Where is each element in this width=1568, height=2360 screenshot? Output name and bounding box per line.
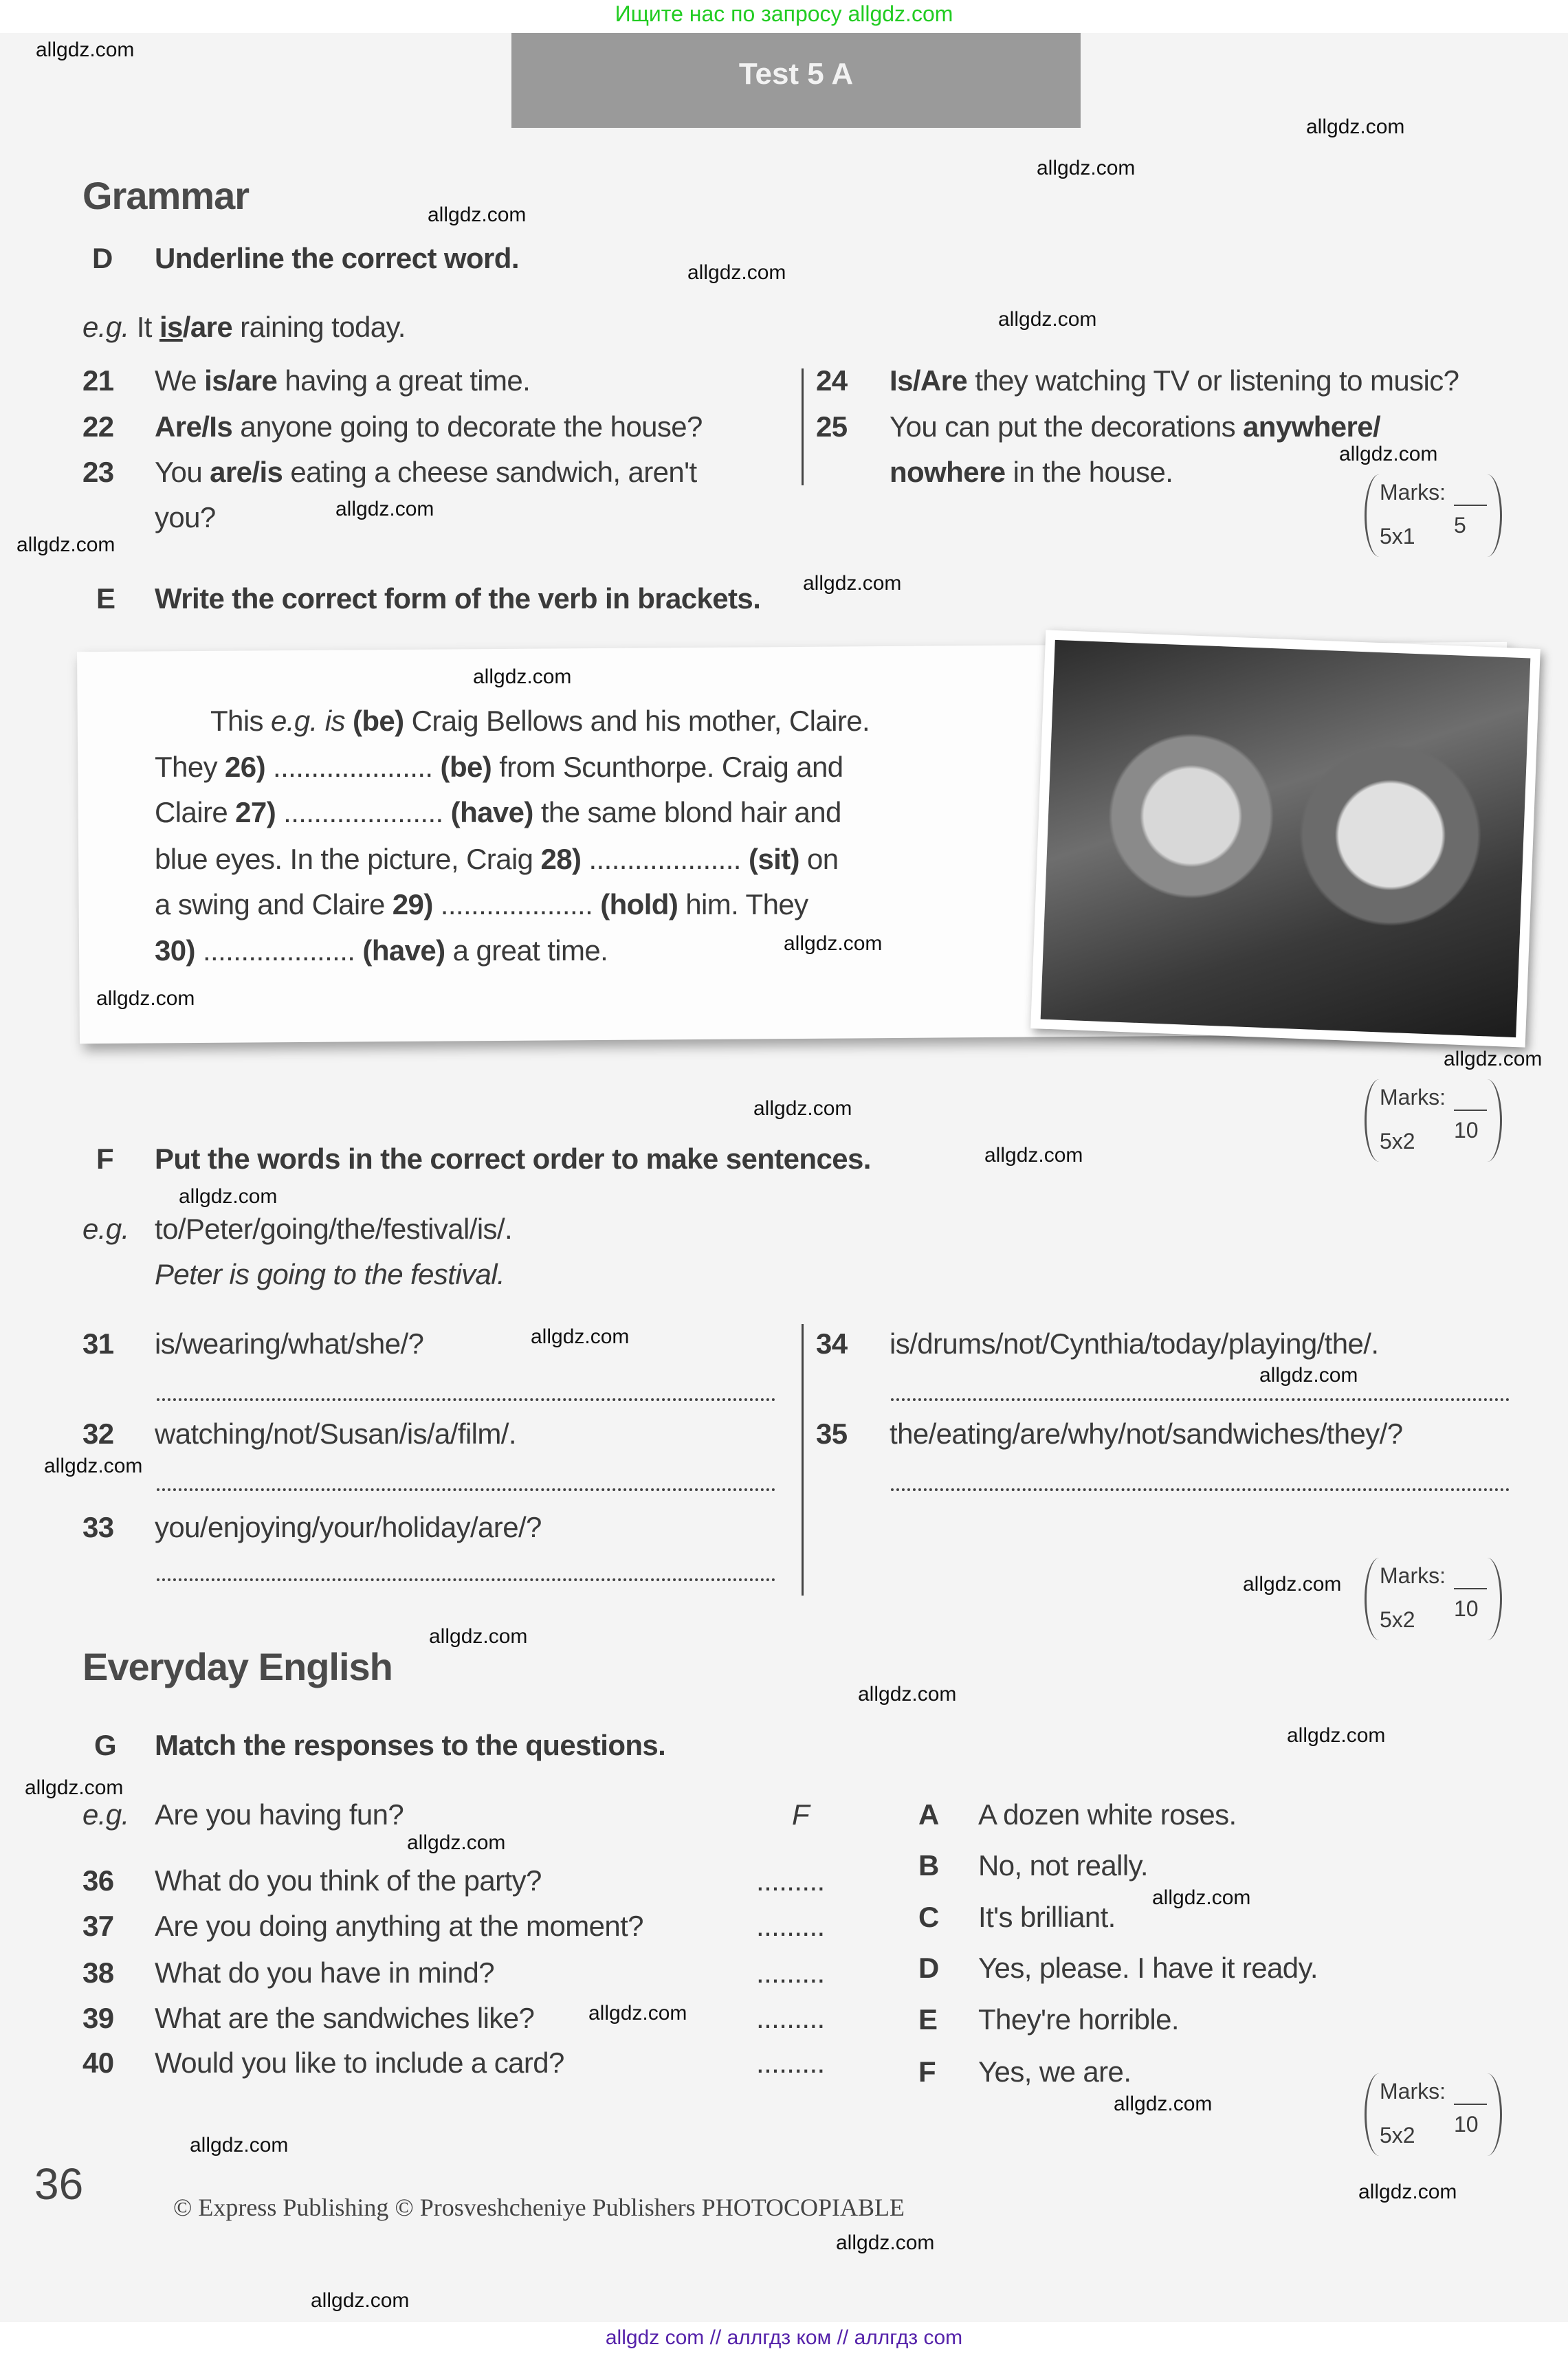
gap-29-line: a swing and Claire 29) .................... (hold) him. They [155, 888, 808, 920]
watermark: allgdz.com [1444, 1048, 1543, 1070]
photo-mother-and-son-on-swing [1030, 630, 1541, 1047]
question-number: 23 [82, 456, 114, 488]
answer-line-32[interactable] [157, 1488, 775, 1491]
example-words: to/Peter/going/the/festival/is/. [155, 1213, 513, 1245]
question-text: You are/is eating a cheese sandwich, aren't [155, 456, 697, 488]
question-33: 33 you/enjoying/your/holiday/are/? [82, 1511, 542, 1543]
answer-line-31[interactable] [157, 1398, 775, 1401]
question-36: 36 What do you think of the party? ......... [82, 1863, 114, 1899]
marks-box-g: Marks: 10 5x2 [1365, 2073, 1502, 2156]
exercise-letter-f: F [96, 1143, 114, 1175]
exercise-g-instruction: Match the responses to the questions. [155, 1729, 666, 1761]
response-e: E They're horrible. [918, 2003, 1179, 2036]
gap-30-line: 30) .................... (have) a great time. [155, 934, 608, 967]
question-25[interactable] [816, 409, 1381, 445]
response-d: D Yes, please. I have it ready. [918, 1952, 1318, 1984]
response-a: A A dozen white roses. [918, 1798, 1237, 1831]
exercise-f-instruction: Put the words in the correct order to make sentences. [155, 1143, 871, 1175]
question-24[interactable] [816, 363, 1459, 399]
watermark: allgdz.com [803, 572, 902, 595]
watermark: allgdz.com [429, 1625, 528, 1648]
exercise-letter-e: E [96, 582, 115, 615]
answer-blank-37[interactable]: ......... [756, 1910, 825, 1942]
marks-total: 5 [1454, 513, 1466, 538]
bottom-banner[interactable]: allgdz com // аллгдз ком // аллгдз com [605, 2326, 963, 2349]
example-prefix: e.g. [82, 311, 129, 343]
watermark: allgdz.com [1287, 1724, 1386, 1747]
watermark: allgdz.com [1037, 157, 1136, 179]
watermark: allgdz.com [179, 1185, 278, 1208]
example-answer: is [317, 705, 345, 737]
example-text-end: raining today. [232, 311, 406, 343]
response-c: C It's brilliant. [918, 1901, 1116, 1933]
gap-28-blank[interactable]: .................... [581, 843, 741, 875]
marks-multiplier: 5x1 [1380, 524, 1415, 549]
answer-line-35[interactable] [891, 1488, 1510, 1491]
column-divider [802, 1324, 804, 1596]
watermark: allgdz.com [858, 1683, 957, 1706]
example-prefix: e.g. [82, 1213, 129, 1245]
watermark: allgdz.com [1358, 2181, 1457, 2203]
watermark: allgdz.com [1243, 1573, 1342, 1596]
watermark: allgdz.com [753, 1097, 852, 1120]
question-text: You can put the decorations anywhere/ [890, 410, 1381, 443]
answer-blank-36[interactable]: ......... [756, 1864, 825, 1897]
marks-box-f: Marks: 10 5x2 [1365, 1558, 1502, 1640]
exercise-d-instruction: Underline the correct word. [155, 242, 519, 274]
gap-text-line-1: This e.g. is (be) Craig Bellows and his mother, Claire. [210, 705, 870, 737]
watermark: allgdz.com [25, 1776, 124, 1799]
question-31: 31 is/wearing/what/she/? [82, 1327, 424, 1360]
response-f: F Yes, we are. [918, 2055, 1131, 2088]
question-39: 39 What are the sandwiches like? ......... [82, 2000, 114, 2036]
question-number: 21 [82, 364, 114, 397]
answer-line-33[interactable] [157, 1578, 775, 1581]
top-banner[interactable]: Ищите нас по запросу allgdz.com [615, 1, 953, 26]
question-23-continued: you? [155, 501, 216, 533]
answer-blank-39[interactable]: ......... [756, 2002, 825, 2034]
question-23[interactable] [82, 454, 697, 490]
question-32: 32 watching/not/Susan/is/a/film/. [82, 1418, 516, 1450]
watermark: allgdz.com [44, 1455, 143, 1477]
exercise-letter-d: D [92, 242, 113, 274]
question-38: 38 What do you have in mind? ......... [82, 1955, 114, 1991]
watermark: allgdz.com [36, 38, 135, 61]
page-number: 36 [34, 2159, 84, 2209]
example-text: It [129, 311, 159, 343]
watermark: allgdz.com [1339, 443, 1438, 465]
watermark: allgdz.com [311, 2289, 410, 2312]
question-number: 22 [82, 410, 114, 443]
marks-label: Marks: [1380, 480, 1446, 505]
response-b: B No, not really. [918, 1849, 1148, 1882]
question-34: 34 is/drums/not/Cynthia/today/playing/the/. [816, 1327, 1379, 1360]
question-25-continued: nowhere in the house. [890, 456, 1173, 488]
answer-blank-38[interactable]: ......... [756, 1956, 825, 1989]
watermark: allgdz.com [190, 2134, 289, 2157]
watermark: allgdz.com [784, 932, 883, 955]
watermark: allgdz.com [1306, 115, 1405, 138]
watermark: allgdz.com [428, 203, 527, 226]
watermark: allgdz.com [407, 1831, 506, 1854]
example-question: Are you having fun? [155, 1798, 404, 1831]
watermark: allgdz.com [1152, 1886, 1251, 1909]
watermark: allgdz.com [687, 261, 786, 284]
watermark: allgdz.com [96, 987, 195, 1010]
question-text: We is/are having a great time. [155, 364, 531, 397]
question-21[interactable] [82, 363, 531, 399]
watermark: allgdz.com [984, 1144, 1083, 1167]
watermark: allgdz.com [1114, 2093, 1213, 2115]
watermark: allgdz.com [531, 1325, 630, 1348]
section-heading-grammar: Grammar [82, 174, 250, 217]
gap-27-line: Claire 27) ..................... (have) the same blond hair and [155, 796, 841, 828]
exercise-d-example [82, 309, 406, 345]
exercise-e-instruction: Write the correct form of the verb in brackets. [155, 582, 761, 615]
question-40: 40 Would you like to include a card? ......... [82, 2045, 114, 2081]
question-22[interactable] [82, 409, 703, 445]
gap-29-blank[interactable]: .................... [432, 888, 593, 920]
watermark: allgdz.com [588, 2002, 687, 2025]
gap-28-line: blue eyes. In the picture, Craig 28) .................... (sit) on [155, 843, 839, 875]
example-answer: F [792, 1798, 810, 1831]
watermark: allgdz.com [335, 498, 434, 520]
marks-box-e: Marks: 10 5x2 [1365, 1079, 1502, 1162]
question-number: 24 [816, 364, 848, 397]
answer-line-34[interactable] [891, 1398, 1510, 1401]
example-underlined-answer: is [159, 311, 183, 343]
question-number: 25 [816, 410, 848, 443]
question-text: Are/Is anyone going to decorate the house? [155, 410, 703, 443]
watermark: allgdz.com [836, 2231, 935, 2254]
watermark: allgdz.com [1259, 1364, 1358, 1387]
gap-26-blank[interactable]: ..................... [265, 751, 433, 783]
example-option: /are [182, 311, 233, 343]
example-answer: Peter is going to the festival. [155, 1258, 505, 1290]
watermark: allgdz.com [998, 308, 1097, 331]
question-text: Is/Are they watching TV or listening to music? [890, 364, 1459, 397]
watermark: allgdz.com [473, 665, 572, 688]
copyright-notice: © Express Publishing © Prosveshcheniye Publishers PHOTOCOPIABLE [173, 2194, 905, 2221]
answer-blank-40[interactable]: ......... [756, 2047, 825, 2079]
gap-26-line: They 26) ..................... (be) from Scunthorpe. Craig and [155, 751, 843, 783]
section-heading-everyday-english: Everyday English [82, 1645, 393, 1688]
watermark: allgdz.com [16, 533, 115, 556]
gap-30-blank[interactable]: .................... [195, 934, 355, 967]
example-prefix: e.g. [82, 1798, 129, 1831]
test-title: Test 5 A [511, 33, 1081, 128]
column-divider [802, 368, 804, 485]
exercise-letter-g: G [94, 1729, 117, 1761]
marks-box-d [1365, 474, 1502, 557]
gap-27-blank[interactable]: ..................... [276, 796, 443, 828]
question-35: 35 the/eating/are/why/not/sandwiches/they/? [816, 1418, 1403, 1450]
question-37: 37 Are you doing anything at the moment? ......... [82, 1908, 114, 1944]
